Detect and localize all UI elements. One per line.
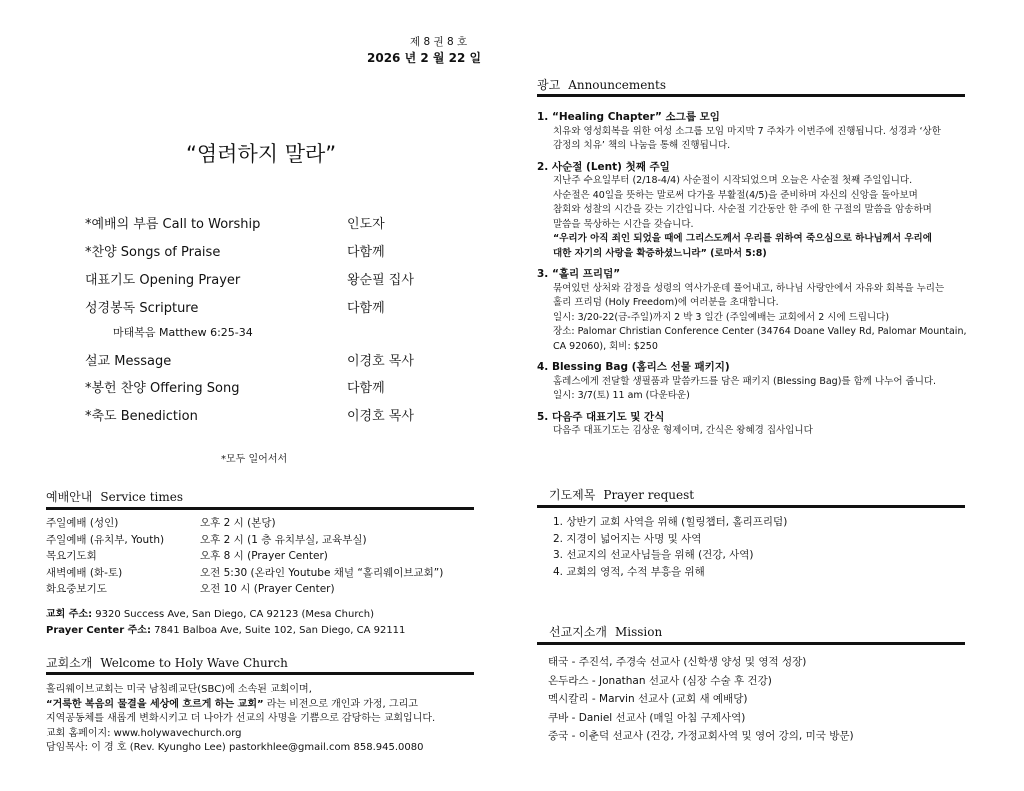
order-label: 대표기도 Opening Prayer bbox=[85, 273, 241, 288]
announcements-list bbox=[537, 110, 987, 439]
section-divider bbox=[46, 507, 474, 510]
announcement-body bbox=[537, 424, 987, 439]
service-row bbox=[46, 532, 486, 549]
address-label: Prayer Center 주소: bbox=[46, 625, 151, 636]
vision-statement: “거룩한 복음의 물결을 세상에 흐르게 하는 교회” bbox=[46, 698, 264, 710]
order-leader: 이경호 목사 bbox=[347, 409, 414, 424]
announcement-line: 감정의 치유’ 책의 나눔을 통해 진행됩니다. bbox=[553, 140, 731, 151]
order-leader: 인도자 bbox=[347, 217, 385, 232]
pastor-contact: 담임목사: 이 경 호 (Rev. Kyungho Lee) pastorkhlee@gmail.com 858.945.0080 bbox=[46, 742, 424, 753]
announcement-line: 말씀을 묵상하는 시간을 갖습니다. bbox=[553, 218, 694, 230]
sermon-title: “염려하지 말라” bbox=[186, 142, 337, 166]
announcement-line: 지난주 수요일부터 (2/18-4/4) 사순절이 시작되었으며 오늘은 사순절 첫째 주일입니다. bbox=[553, 175, 913, 186]
announcement-line: CA 92060), 회비: $250 bbox=[553, 340, 658, 352]
order-row bbox=[85, 377, 465, 397]
mission-item: 쿠바 - Daniel 선교사 (매일 아침 구제사역) bbox=[548, 711, 746, 724]
order-label: *축도 Benediction bbox=[85, 409, 198, 424]
announcement-line: 일시: 3/7(토) 11 am (다운타운) bbox=[553, 390, 690, 401]
mission-list bbox=[548, 653, 854, 746]
announcement-line: 사순절은 40일을 뜻하는 말로써 다가올 부활절(4/5)을 준비하며 자신의 신앙을 돌아보며 bbox=[553, 189, 918, 201]
service-row bbox=[46, 548, 486, 565]
order-label: *예배의 부름 Call to Worship bbox=[85, 217, 261, 232]
church-address bbox=[46, 605, 374, 620]
standing-note: *모두 일어서서 bbox=[221, 454, 288, 465]
announcement-title: 3. “홀리 프리덤” bbox=[537, 268, 621, 280]
welcome-line-rest: 라는 비전으로 개인과 가정, 그리고 bbox=[263, 698, 418, 710]
issue-number: 제 8 권 8 호 bbox=[410, 36, 468, 48]
announcement-line: 다음주 대표기도는 김상운 형제이며, 간식은 왕혜경 집사입니다 bbox=[553, 425, 813, 436]
heading-ko: 선교지소개 bbox=[549, 625, 607, 639]
section-divider bbox=[537, 505, 965, 508]
prayer-item: 3. 선교지의 선교사님들을 위해 (건강, 사역) bbox=[553, 549, 754, 561]
service-time: 오후 2 시 (1 층 유치부실, 교육부실) bbox=[200, 533, 367, 546]
address-label: 교회 주소: bbox=[46, 609, 93, 620]
announcement-body bbox=[537, 125, 987, 154]
scripture-reference: 마태복음 Matthew 6:25-34 bbox=[113, 326, 253, 339]
service-name: 화요중보기도 bbox=[46, 583, 107, 595]
service-time: 오후 2 시 (본당) bbox=[200, 517, 276, 529]
announcement-body bbox=[537, 375, 987, 404]
service-times-heading bbox=[46, 488, 183, 505]
welcome-line: 홀리웨이브교회는 미국 남침례교단(SBC)에 소속된 교회이며, bbox=[46, 684, 312, 695]
section-divider bbox=[537, 94, 965, 97]
heading-en: Welcome to Holy Wave Church bbox=[100, 656, 288, 670]
prayer-center-address bbox=[46, 621, 405, 636]
announcement-title: 5. 다음주 대표기도 및 간식 bbox=[537, 410, 665, 423]
service-row bbox=[46, 515, 486, 532]
order-leader: 이경호 목사 bbox=[347, 354, 414, 369]
mission-item: 중국 - 이춘덕 선교사 (건강, 가정교회사역 및 영어 강의, 미국 방문) bbox=[548, 730, 854, 742]
welcome-line bbox=[46, 698, 435, 713]
order-row bbox=[85, 350, 465, 370]
prayer-item: 4. 교회의 영적, 수적 부흥을 위해 bbox=[553, 565, 705, 578]
section-divider bbox=[46, 672, 474, 675]
order-label: *찬양 Songs of Praise bbox=[85, 245, 221, 260]
church-website: 교회 홈페이지: www.holywavechurch.org bbox=[46, 727, 242, 739]
announcement-title: 4. Blessing Bag (홈리스 선물 패키지) bbox=[537, 361, 730, 373]
address-value: 9320 Success Ave, San Diego, CA 92123 (Mesa Church) bbox=[92, 609, 374, 620]
heading-en: Prayer request bbox=[603, 488, 695, 502]
mission-heading bbox=[549, 623, 662, 640]
prayer-item: 1. 상반기 교회 사역을 위해 (힐링챕터, 홀리프리덤) bbox=[553, 516, 788, 528]
heading-en: Service times bbox=[100, 490, 183, 504]
mission-item: 태국 - 주진석, 주경숙 선교사 (신학생 양성 및 영적 성장) bbox=[548, 656, 807, 668]
service-time: 오후 8 시 (Prayer Center) bbox=[200, 550, 328, 562]
announcement-line: 묶여있던 상처와 감정을 성령의 역사가운데 풀어내고, 하나님 사랑안에서 자유와 회복을 누리는 bbox=[553, 282, 945, 294]
memory-verse: 대한 자기의 사랑을 확증하셨느니라” (로마서 5:8) bbox=[553, 247, 767, 259]
order-row bbox=[85, 241, 465, 261]
order-row bbox=[85, 297, 465, 317]
service-row bbox=[46, 565, 486, 582]
prayer-request-list bbox=[553, 514, 787, 580]
announcement-title: 1. “Healing Chapter” 소그룹 모임 bbox=[537, 111, 720, 123]
welcome-text bbox=[46, 683, 435, 756]
service-name: 목요기도회 bbox=[46, 550, 97, 562]
service-name: 새벽예배 (화-토) bbox=[46, 566, 123, 579]
heading-ko: 교회소개 bbox=[46, 656, 93, 670]
heading-ko: 기도제목 bbox=[549, 488, 596, 502]
service-time: 오전 10 시 (Prayer Center) bbox=[200, 583, 335, 595]
order-row bbox=[85, 213, 465, 233]
announcement-line: 치유와 영성회복을 위한 여성 소그룹 모임 마지막 7 주차가 이번주에 진행됩니다. 성경과 ‘상한 bbox=[553, 125, 941, 137]
announcement-body bbox=[537, 174, 987, 261]
section-divider bbox=[537, 642, 965, 645]
announcements-heading bbox=[537, 76, 666, 93]
announcement-line: 홀리 프리덤 (Holy Freedom)에 여러분을 초대합니다. bbox=[553, 297, 779, 308]
welcome-line: 지역공동체를 새롭게 변화시키고 더 나아가 선교의 사명을 기쁨으로 감당하는 교회입니다. bbox=[46, 713, 436, 724]
mission-item: 온두라스 - Jonathan 선교사 (심장 수술 후 건강) bbox=[548, 674, 772, 687]
order-label: *봉헌 찬양 Offering Song bbox=[85, 381, 240, 396]
order-leader: 왕순필 집사 bbox=[347, 273, 414, 288]
bulletin-date: 2026 년 2 월 22 일 bbox=[367, 51, 482, 65]
mission-item: 멕시칼리 - Marvin 선교사 (교회 새 예배당) bbox=[548, 693, 748, 705]
order-row bbox=[85, 405, 465, 425]
service-times-list bbox=[46, 515, 486, 598]
order-leader: 다함께 bbox=[347, 301, 385, 316]
heading-ko: 광고 bbox=[537, 78, 561, 92]
heading-en: Announcements bbox=[568, 78, 667, 92]
service-name: 주일예배 (성인) bbox=[46, 517, 119, 529]
service-row bbox=[46, 581, 486, 598]
prayer-request-heading bbox=[549, 486, 694, 503]
order-leader: 다함께 bbox=[347, 245, 385, 260]
announcement-line: 장소: Palomar Christian Conference Center (34764 Doane Valley Rd, Palomar Mountain, bbox=[553, 326, 967, 337]
order-label: 설교 Message bbox=[85, 354, 172, 369]
order-leader: 다함께 bbox=[347, 381, 385, 396]
order-label: 성경봉독 Scripture bbox=[85, 301, 199, 316]
announcement-title: 2. 사순절 (Lent) 첫째 주일 bbox=[537, 160, 670, 173]
announcement-line: 일시: 3/20-22(금-주일)까지 2 박 3 일간 (주일예배는 교회에서 2 시에 드립니다) bbox=[553, 311, 890, 323]
announcement-line: 홈레스에게 전달할 생필품과 말씀카드를 담은 패키지 (Blessing Bag)를 함께 나누어 줍니다. bbox=[553, 375, 937, 387]
memory-verse: “우리가 아직 죄인 되었을 때에 그리스도께서 우리를 위하여 죽으심으로 하나님께서 우리에 bbox=[553, 233, 932, 244]
heading-ko: 예배안내 bbox=[46, 490, 93, 504]
address-value: 7841 Balboa Ave, Suite 102, San Diego, CA 92111 bbox=[150, 625, 406, 636]
heading-en: Mission bbox=[614, 625, 663, 639]
welcome-heading bbox=[46, 654, 288, 671]
service-name: 주일예배 (유치부, Youth) bbox=[46, 533, 165, 546]
service-time: 오전 5:30 (온라인 Youtube 채널 “홀리웨이브교회”) bbox=[200, 566, 444, 579]
announcement-body bbox=[537, 282, 987, 355]
announcement-line: 참회와 성찰의 시간을 갖는 기간입니다. 사순절 기간동안 한 주에 한 구절의 말씀을 암송하며 bbox=[553, 204, 932, 215]
prayer-item: 2. 지경이 넓어지는 사명 및 사역 bbox=[553, 532, 702, 545]
order-row bbox=[85, 269, 465, 289]
